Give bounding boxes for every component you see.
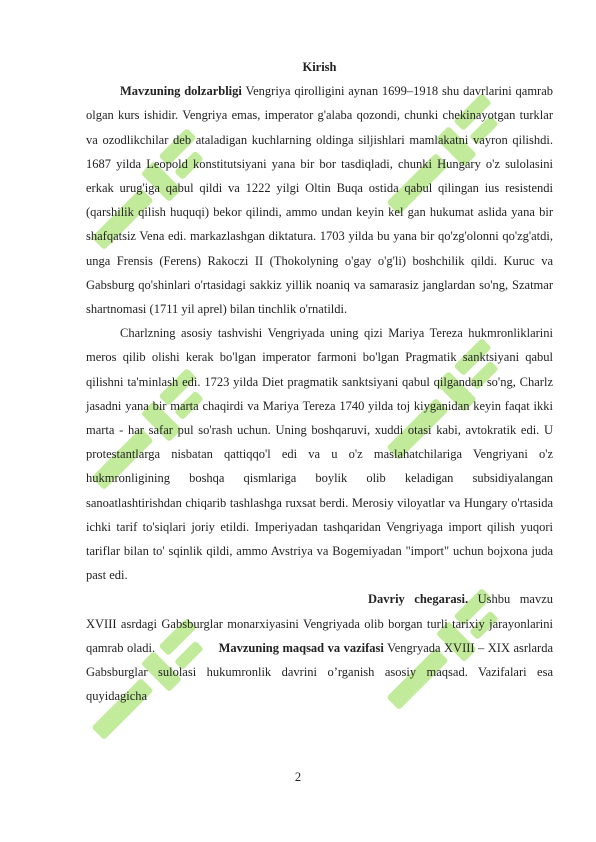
paragraph-lead-goal: Mavzuning maqsad va vazifasi <box>218 640 384 655</box>
document-body <box>86 55 553 708</box>
page-number: 2 <box>294 770 302 784</box>
paragraph-lead-period: Davriy chegarasi. <box>368 592 469 607</box>
paragraph-period <box>86 587 553 708</box>
paragraph-body-goal: Vengryada XVIII – XIX asrlarda Gabsburglar sulolasi hukumronlik davrini o’rganish asosiy maqsad. Vazifalari esa quyidagicha <box>86 640 554 704</box>
paragraph-body-period: Ushbu mavzu XVIII asrdagi Gabsburglar monarxiyasini Vengriyada olib borgan turli tarixiy jarayonlarini qamrab oladi. <box>86 592 554 655</box>
paragraph-charles <box>86 321 553 587</box>
paragraph-relevance <box>86 79 553 321</box>
paragraph-lead-relevance: Mavzuning dolzarbligi <box>120 84 242 99</box>
paragraph-body-relevance: Vengriya qirolligini aynan 1699–1918 shu davrlarini qamrab olgan kurs ishidir. Vengriya emas, imperator g'alaba qozondi, chunki chekinayotgan turklar va ozodlikchilar deb ataladigan kuchlarning oldinga siljishlari mamlakatni vayron qilishdi. 1687 yilda Leopold konstitutsiyani yana bir bor tasdiqladi, chunki Hungary o'z sulolasini erkak urug'iga qabul qildi va 1222 yilgi Oltin Buqa ostida qabul qilingan ius resistendi (qarshilik qilish huquqi) bekor qilindi, ammo undan keyin kel gan hukumat aslida yana bir shafqatsiz Vena edi. markazlashgan diktatura. 1703 yilda bu yana bir qo'zg'olonni qo'zg'atdi, unga Frensis (Ferens) Rakoczi II (Thokolyning o'gay o'g'li) boshchilik qildi. Kuruc va Gabsburg qo'shinlari o'rtasidagi sakkiz yillik noaniq va samarasiz janglardan so'ng, Szatmar shartnomasi (1711 yil aprel) bilan tinchlik o'rnatildi. <box>86 84 554 317</box>
section-title: Kirish <box>302 60 337 74</box>
paragraph-body-charles: Charlzning asosiy tashvishi Vengriyada uning qizi Mariya Tereza hukmronliklarini meros qilib olishi kerak bo'lgan imperator farmoni bo'lgan Pragmatik sanktsiyani qabul qilishni ta'minlash edi. 1723 yilda Diet pragmatik sanktsiyani qabul qilgandan so'ng, Charlz jasadni yana bir marta chaqirdi va Mariya Tereza 1740 yilda toj kiyganidan keyin faqat ikki marta - har safar pul so'rash uchun. Uning boshqaruvi, xuddi otasi kabi, avtokratik edi. U protestantlarga nisbatan qattiqqo'l edi va u o'z maslahatchilariga Vengriyani o'z hukmronligining boshqa qismlariga boylik olib keladigan subsidiyalangan sanoatlashtirishdan chiqarib tashlashga ruxsat berdi. Merosiy viloyatlar va Hungary o'rtasida ichki tarif to'siqlari joriy etildi. Imperiyadan tashqaridan Vengriyaga import qilish yuqori tariflar bilan to' sqinlik qildi, ammo Avstriya va Bogemiyadan "import" uchun bojxona juda past edi. <box>86 326 553 583</box>
